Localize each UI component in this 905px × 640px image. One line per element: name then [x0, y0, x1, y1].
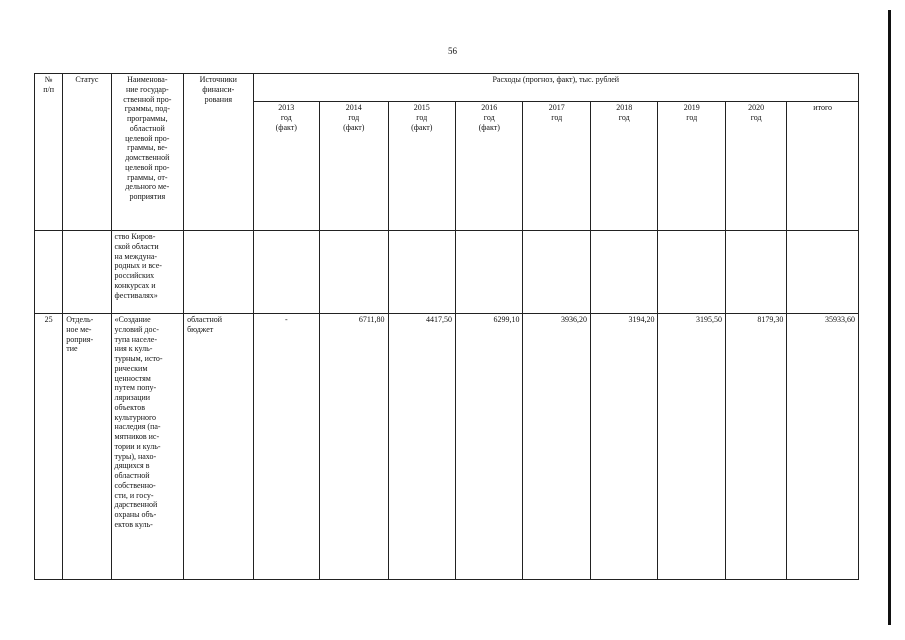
table-cell-empty	[523, 231, 590, 314]
year-header-2019: 2019 год	[658, 102, 725, 231]
year-header-2014: 2014 год (факт)	[320, 102, 388, 231]
value-2013-cell: -	[253, 314, 319, 580]
year-header-2018: 2018 год	[590, 102, 657, 231]
row-number-cell: 25	[35, 314, 63, 580]
value-2020-cell: 8179,30	[725, 314, 786, 580]
page-number: 56	[448, 46, 457, 56]
table-row-continuation	[35, 231, 859, 314]
col-header-num: № п/п	[35, 74, 63, 231]
value-2015-cell: 4417,50	[388, 314, 455, 580]
table-cell-empty	[456, 231, 523, 314]
table-cell-empty	[388, 231, 455, 314]
table-cell-empty	[320, 231, 388, 314]
year-header-2020: 2020 год	[725, 102, 786, 231]
col-header-sources: Источники финанси- рования	[184, 74, 254, 231]
expenses-table	[34, 73, 859, 580]
value-2017-cell: 3936,20	[523, 314, 590, 580]
row-status-cell: Отдель- ное ме- роприя- тие	[63, 314, 111, 580]
table-cell-empty	[725, 231, 786, 314]
value-total-cell: 35933,60	[787, 314, 859, 580]
row-source-cell: областной бюджет	[184, 314, 254, 580]
table-row-25	[35, 314, 859, 580]
page-edge-rule	[888, 10, 891, 625]
row-name-cell: «Создание условий дос- тупа населе- ния к куль- турным, исто- рическим ценностям путем попу- ляризации объектов культурного наследия (па- мятников ис- тории и куль- туры), нахо- дящихся в областной собственно- сти, и госу- дарственной охраны объ- ектов куль-	[111, 314, 184, 580]
table-cell-empty	[253, 231, 319, 314]
table-cell-empty	[35, 231, 63, 314]
col-header-expenses: Расходы (прогноз, факт), тыс. рублей	[253, 74, 858, 102]
col-header-name: Наименова- ние государ- ственной про- граммы, под- программы, областной целевой про- граммы, ве- домственной целевой про- граммы, от- дельного ме- роприятия	[111, 74, 184, 231]
value-2016-cell: 6299,10	[456, 314, 523, 580]
year-header-2017: 2017 год	[523, 102, 590, 231]
value-2019-cell: 3195,50	[658, 314, 725, 580]
table-header-row	[35, 74, 859, 102]
year-header-total: итого	[787, 102, 859, 231]
year-header-2016: 2016 год (факт)	[456, 102, 523, 231]
continuation-name-cell: ство Киров- ской области на междуна- родных и все- российских конкурсах и фестивалях»	[111, 231, 184, 314]
table-cell-empty	[787, 231, 859, 314]
col-header-status: Статус	[63, 74, 111, 231]
table-cell-empty	[590, 231, 657, 314]
value-2018-cell: 3194,20	[590, 314, 657, 580]
value-2014-cell: 6711,80	[320, 314, 388, 580]
table-cell-empty	[184, 231, 254, 314]
year-header-2013: 2013 год (факт)	[253, 102, 319, 231]
table-cell-empty	[63, 231, 111, 314]
year-header-2015: 2015 год (факт)	[388, 102, 455, 231]
table-cell-empty	[658, 231, 725, 314]
